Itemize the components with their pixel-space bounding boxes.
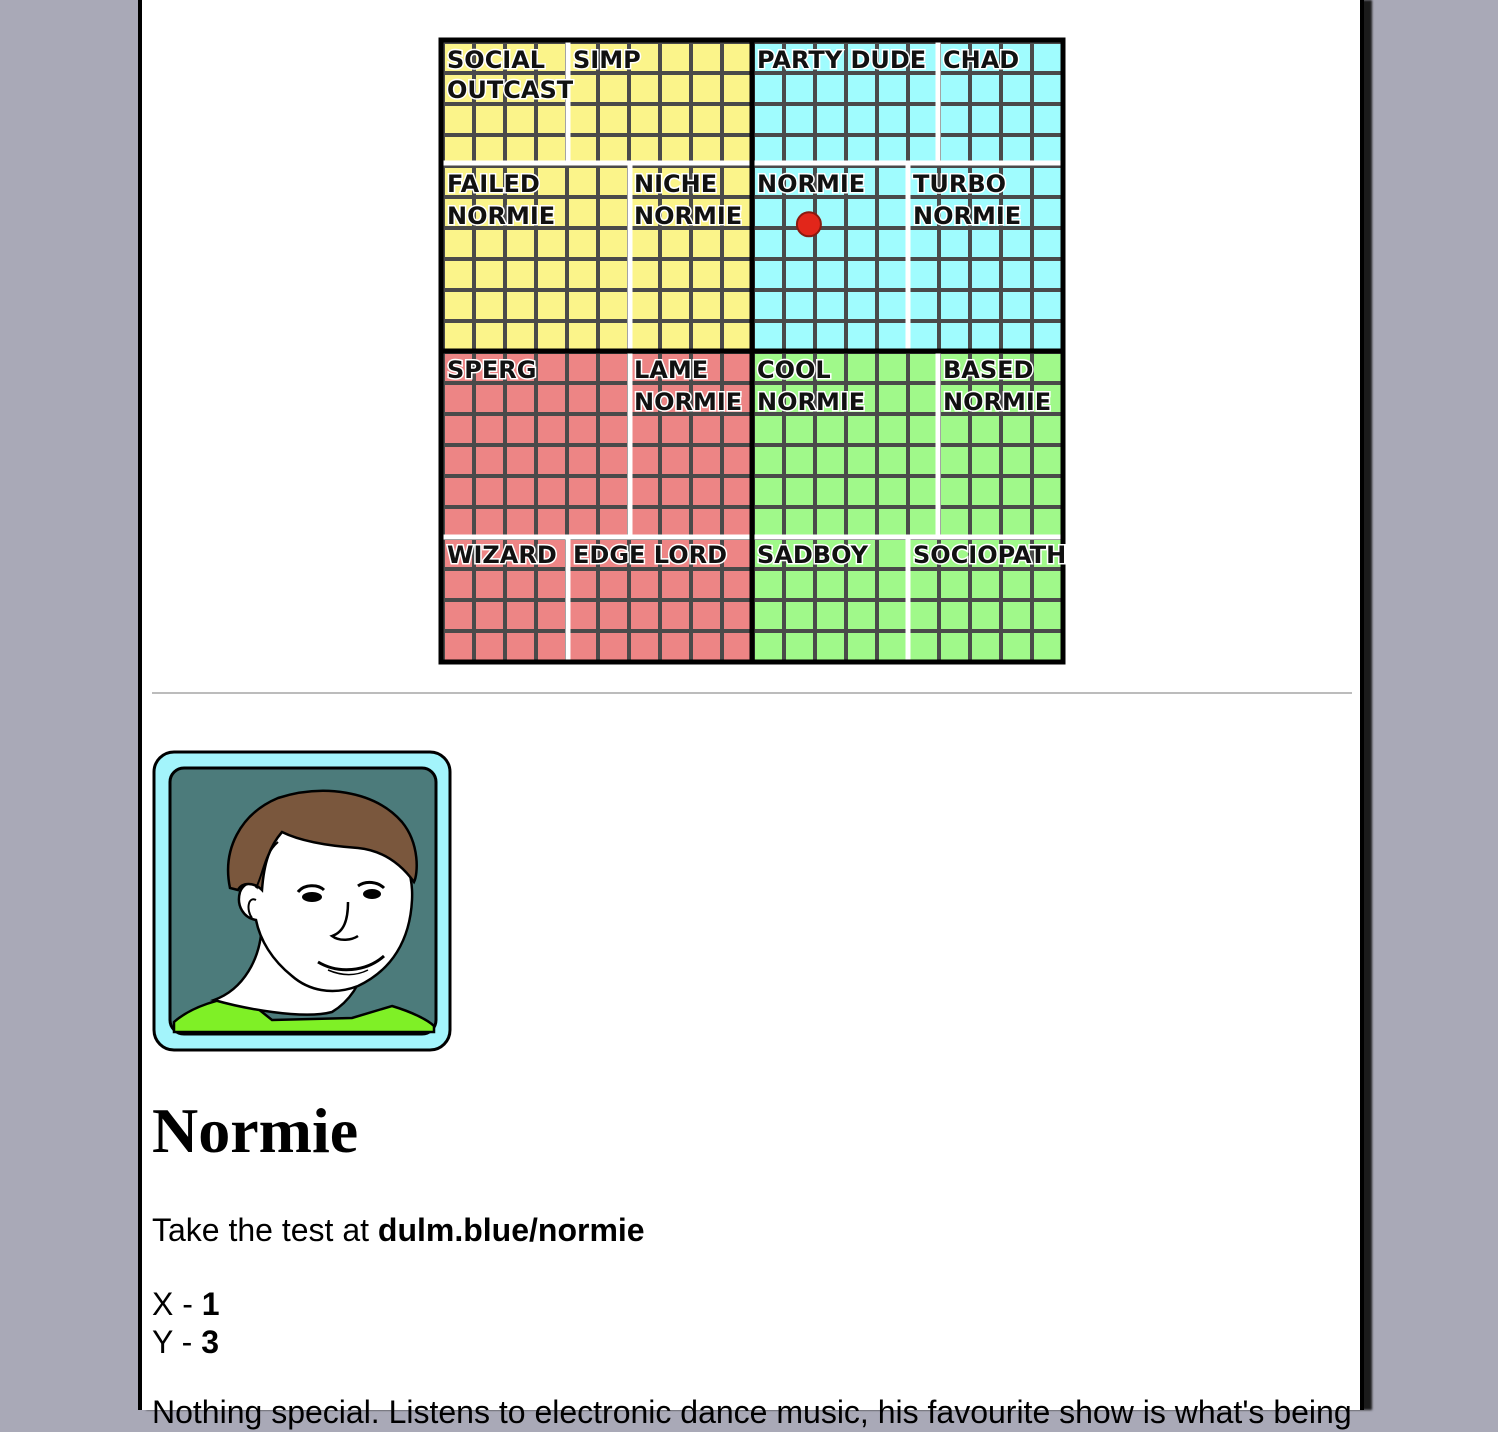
result-description: Nothing special. Listens to electronic dance music, his favourite show is what's being [152, 1394, 1352, 1430]
label-chad: CHAD [943, 46, 1020, 74]
label-lame-normie: LAME [634, 356, 709, 384]
label-cool-normie: COOL [757, 356, 831, 384]
label-social-outcast-2: OUTCAST [447, 76, 574, 104]
label-cool-normie-2: NORMIE [757, 388, 866, 416]
label-sadboy: SADBOY [757, 541, 868, 569]
test-url: dulm.blue/normie [377, 1212, 645, 1248]
x-label: X - [152, 1286, 202, 1322]
label-sperg: SPERG [447, 356, 537, 384]
test-prefix: Take the test at [152, 1212, 378, 1248]
label-based-normie-2: NORMIE [943, 388, 1052, 416]
y-label: Y - [152, 1324, 202, 1360]
label-failed-normie: FAILED [447, 170, 540, 198]
result-page [138, 0, 1364, 1430]
label-wizard: WIZARD [447, 541, 557, 569]
label-failed-normie-2: NORMIE [447, 202, 556, 230]
result-title: Normie [152, 1095, 359, 1166]
normie-compass [439, 38, 1065, 664]
y-value: 3 [201, 1324, 219, 1360]
label-niche-normie: NICHE [634, 170, 718, 198]
section-divider [152, 692, 1352, 694]
result-marker [797, 212, 821, 236]
label-based-normie: BASED [943, 356, 1034, 384]
label-lame-normie-2: NORMIE [634, 388, 743, 416]
label-turbo-normie: TURBO [913, 170, 1007, 198]
label-niche-normie-2: NORMIE [634, 202, 743, 230]
x-value: 1 [201, 1286, 220, 1322]
normie-avatar [152, 750, 452, 1052]
label-normie: NORMIE [757, 170, 866, 198]
label-sociopath: SOCIOPATH [913, 541, 1067, 569]
label-party-dude: PARTY DUDE [757, 46, 927, 74]
label-edge-lord: EDGE LORD [573, 541, 728, 569]
coordinates [152, 1285, 220, 1361]
test-link-line [152, 1210, 645, 1250]
label-simp: SIMP [573, 46, 641, 74]
compass-chart [439, 38, 1065, 664]
label-social-outcast: SOCIAL [447, 46, 546, 74]
y-coordinate [152, 1323, 220, 1361]
x-coordinate [152, 1285, 220, 1323]
label-turbo-normie-2: NORMIE [913, 202, 1022, 230]
